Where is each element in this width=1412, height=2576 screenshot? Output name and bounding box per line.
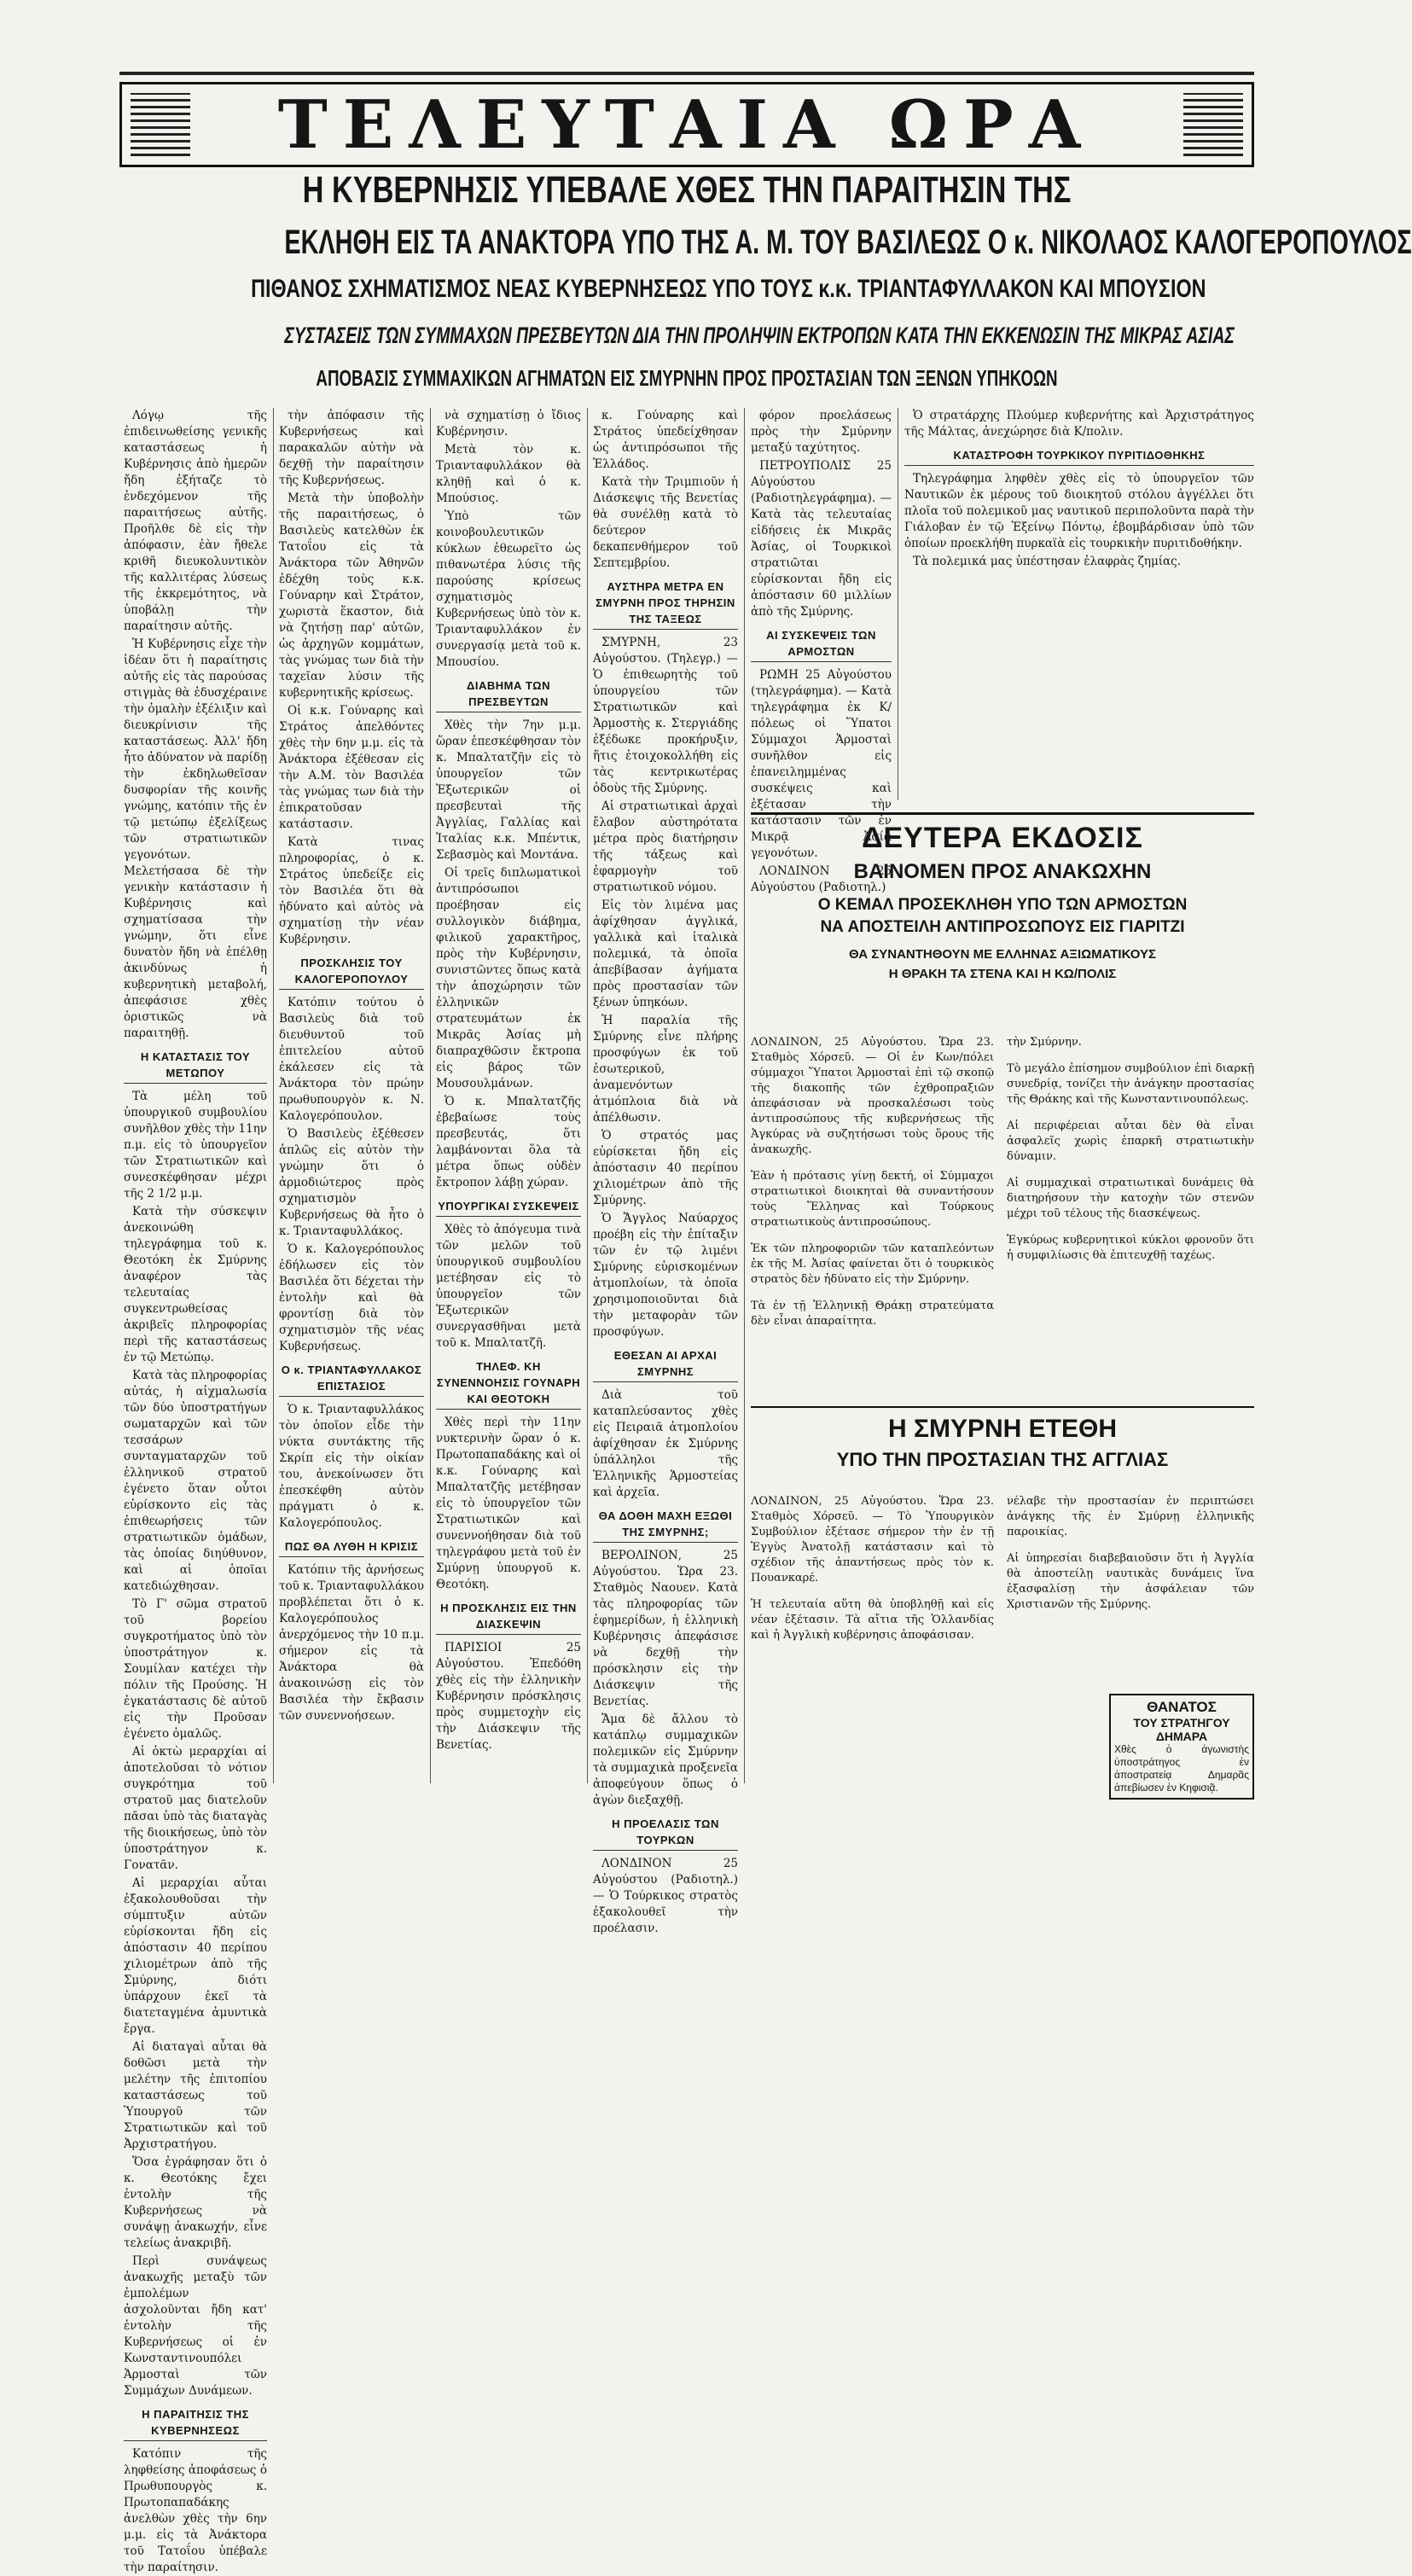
headline-second: ΕΚΛΗΘΗ ΕΙΣ ΤΑ ΑΝΑΚΤΟΡΑ ΥΠΟ ΤΗΣ Α. Μ. ΤΟΥ ΒΑΣΙΛΕΩΣ Ο κ. ΝΙΚΟΛΑΟΣ ΚΑΛΟΓΕΡΟΠΟΥΛΟΣ [284,224,1412,261]
column-2 [279,408,424,1783]
ornament-left [131,93,190,156]
paragraph: Τηλεγράφημα ληφθὲν χθὲς εἰς τὸ ὑπουργεῖον τῶν Ναυτικῶν ἐκ μέρους τοῦ διοικητοῦ στόλου ἀγγέλλει ὅτι πλοῖα τοῦ πολεμικοῦ μας ναυτικοῦ περιπολοῦντα παρὰ τὴν Γιάλοβαν ἐν τῷ Ἐξείνῳ Πόντῳ, ἐβομβάρδισαν ὑπὸ τῶν ὁποίων προεκλήθη πυρκαϊὰ εἰς τουρκικὴν πυριτιδοθήκην. [904,472,1254,550]
smyrna-column-b [1007,1483,1254,1688]
death-notice-text: Χθὲς ὁ ἀγωνιστὴς ὑποστράτηγος ἐν ἀποστρατείᾳ Δημαρᾶς ἀπεβίωσεν ἐν Κηφισιᾷ. [1114,1743,1249,1794]
second-edition-line: Ο ΚΕΜΑΛ ΠΡΟΣΕΚΛΗΘΗ ΥΠΟ ΤΩΝ ΑΡΜΟΣΤΩΝ [817,896,1188,914]
paragraph: Αἱ ὑπηρεσίαι διαβεβαιοῦσιν ὅτι ἡ Ἀγγλία θὰ ἀποστείλῃ ναυτικὰς δυνάμεις ἵνα ἐξασφαλίσῃ τὴν ἀσφάλειαν τῶν Χριστιανῶν τῆς Σμύρνης. [1007,1552,1254,1611]
headline-third: ΠΙΘΑΝΟΣ ΣΧΗΜΑΤΙΣΜΟΣ ΝΕΑΣ ΚΥΒΕΡΝΗΣΕΩΣ ΥΠΟ ΤΟΥΣ κ.κ. ΤΡΙΑΝΤΑΦΥΛΛΑΚΟΝ ΚΑΙ ΜΠΟΥΣΙΟΝ [251,275,1206,303]
paragraph: ΛΟΝΔΙΝΟΝ 25 Αὐγούστου (Ραδιοτηλ.) [751,864,892,894]
subheading: Η ΠΡΟΕΛΑΣΙΣ ΤΩΝ ΤΟΥΡΚΩΝ [593,1816,738,1851]
column-3 [436,408,581,1783]
paragraph: ΠΕΤΡΟΥΠΟΛΙΣ 25 Αὐγούστου (Ραδιοτηλεγράφημα). — Κατὰ τὰς τελευταίας εἰδήσεις ἐκ Μικρᾶς Ἀσίας, οἱ Τουρκικοὶ στρατιῶται εὑρίσκονται ἤδη εἰς ἀπόστασιν 60 μιλλίων ἀπὸ τῆς Σμύρνης. [751,459,892,619]
column-4 [593,408,738,1935]
paragraph: Χθὲς τὴν 7ην μ.μ. ὥραν ἐπεσκέφθησαν τὸν κ. Μπαλτατζῆν εἰς τὸ ὑπουργεῖον τῶν Ἐξωτερικῶν οἱ πρεσβευταὶ τῆς Ἀγγλίας, Γαλλίας καὶ Ἰταλίας κ.κ. Μπέντικ, Σεβασμὸς καὶ Μοντάνα. [436,718,581,862]
paragraph: Αἱ μεραρχίαι αὗται ἐξακολουθοῦσαι τὴν σύμπτυξιν αὐτῶν εὑρίσκονται ἤδη εἰς ἀπόστασιν 40 περίπου χιλιομέτρων ἀπὸ τῆς Σμύρνης, διότι ὑπάρχουν ἐκεῖ τὰ διατεταγμένα ἀμυντικὰ ἔργα. [124,1876,267,2036]
paragraph: Κατὰ τινας πληροφορίας, ὁ κ. Στράτος ὑπεδείξε εἰς τὸν Βασιλέα ὅτι θὰ ἠδύνατο καὶ αὐτὸς νὰ σχηματίσῃ τὴν νέαν Κυβέρνησιν. [279,835,424,946]
paragraph: Ἐγκύρως κυβερνητικοὶ κύκλοι φρονοῦν ὅτι ἡ συμφιλίωσις θὰ ἐπιτευχθῇ ταχέως. [1007,1234,1254,1262]
second-edition-line: ΝΑ ΑΠΟΣΤΕΙΛΗ ΑΝΤΙΠΡΟΣΩΠΟΥΣ ΕΙΣ ΓΙΑΡΙΤΖΙ [820,918,1185,936]
paragraph: Τὰ μέλη τοῦ ὑπουργικοῦ συμβουλίου συνῆλθον χθὲς τὴν 11ην π.μ. εἰς τὸ ὑπουργεῖον τῶν Στρατιωτικῶν καὶ συνεσκέφθησαν μέχρι τῆς 2 1/2 μ.μ. [124,1090,267,1201]
paragraph: Χθὲς τὸ ἀπόγευμα τινὰ τῶν μελῶν τοῦ ὑπουργικοῦ συμβουλίου μετέβησαν εἰς τὸ ὑπουργεῖον τῶν Ἐξωτερικῶν συνεργασθῆναι μετὰ τοῦ κ. Μπαλτατζῆ. [436,1223,581,1350]
subheading: ΕΘΕΣΑΝ ΑΙ ΑΡΧΑΙ ΣΜΥΡΝΗΣ [593,1347,738,1382]
smyrna-protection-box [751,1406,1254,1471]
second-edition-title: ΔΕΥΤΕΡΑ ΕΚΔΟΣΙΣ [862,822,1143,854]
paragraph: Κατόπιν τῆς ληφθείσης ἀποφάσεως ὁ Πρωθυπουργὸς κ. Πρωτοπαπαδάκης ἀνελθὼν χθὲς τὴν 6ην μ.μ. εἰς τὰ Ἀνάκτορα τοῦ Τατοΐου ὑπέβαλε τὴν παραίτησιν. [124,2447,267,2574]
death-notice-box [1109,1694,1254,1800]
paragraph: Αἱ στρατιωτικαὶ ἀρχαὶ ἔλαβον αὐστηρότατα μέτρα πρὸς διατήρησιν τῆς τάξεως καὶ ἐφαρμογὴν τοῦ στρατιωτικοῦ νόμου. [593,800,738,894]
paragraph: Αἱ διαταγαὶ αὗται θὰ δοθῶσι μετὰ τὴν μελέτην τῆς ἐπιτοπίου καταστάσεως τοῦ Ὑπουργοῦ τῶν Στρατιωτικῶν καὶ τοῦ Ἀρχιστρατήγου. [124,2040,267,2151]
paragraph: Μετὰ τὸν κ. Τριανταφυλλάκον θὰ κληθῇ καὶ ὁ κ. Μπούσιος. [436,443,581,505]
column-5 [751,408,892,894]
subheading: ΑΙ ΣΥΣΚΕΨΕΙΣ ΤΩΝ ΑΡΜΟΣΤΩΝ [751,627,892,662]
subheading: ΠΡΟΣΚΛΗΣΙΣ ΤΟΥ ΚΑΛΟΓΕΡΟΠΟΥΛΟΥ [279,955,424,990]
paragraph: Διὰ τοῦ καταπλεύσαντος χθὲς εἰς Πειραιᾶ ἀτμοπλοίου ἀφίχθησαν ἐκ Σμύρνης ὑπάλληλοι τῆς Ἑλληνικῆς Ἁρμοστείας καὶ ἀρχεῖα. [593,1388,738,1499]
headline-fourth: ΣΥΣΤΑΣΕΙΣ ΤΩΝ ΣΥΜΜΑΧΩΝ ΠΡΕΣΒΕΥΤΩΝ ΔΙΑ ΤΗΝ ΠΡΟΛΗΨΙΝ ΕΚΤΡΟΠΩΝ ΚΑΤΑ ΤΗΝ ΕΚΚΕΝΩΣΙΝ ΤΗΣ ΜΙΚΡΑΣ ΑΣΙΑΣ [284,323,1235,348]
subheading: Η ΚΑΤΑΣΤΑΣΙΣ ΤΟΥ ΜΕΤΩΠΟΥ [124,1049,267,1084]
paragraph: Εἰς τὸν λιμένα μας ἀφίχθησαν ἀγγλικά, γαλλικὰ καὶ ἰταλικὰ πολεμικά, τὰ ὁποῖα ἀπεβίβασαν ἀγήματα πρὸς προστασίαν τῶν ξένων ὑπηκόων. [593,898,738,1009]
paragraph: Ἐὰν ἡ πρότασις γίνῃ δεκτή, οἱ Σύμμαχοι στρατιωτικοὶ διοικηταὶ θὰ συναντήσουν τοὺς Ἕλληνας καὶ Τούρκους στρατιωτικοὺς ἀντιπροσώπους. [751,1170,994,1229]
smyrna-subtitle: ΥΠΟ ΤΗΝ ΠΡΟΣΤΑΣΙΑΝ ΤΗΣ ΑΓΓΛΙΑΣ [836,1449,1169,1470]
paragraph: Μετὰ τὴν ὑποβολὴν τῆς παραιτήσεως, ὁ Βασιλεὺς κατελθὼν ἐκ Τατοΐου εἰς τὰ Ἀνάκτορα τῶν Ἀθηνῶν ἐδέχθη τοὺς κ.κ. Γούναρην καὶ Στράτον, χωριστὰ ἕκαστον, διὰ νὰ ζητήσῃ παρ' αὐτῶν, ὡς ἀρχηγῶν κομμάτων, τὰς γνώμας των διὰ τὴν ταχεῖαν λύσιν τῆς κυβερνητικῆς κρίσεως. [279,491,424,700]
paragraph: Οἱ τρεῖς διπλωματικοὶ ἀντιπρόσωποι προέβησαν εἰς συλλογικὸν διάβημα, φιλικοῦ χαρακτῆρος, πρὸς τὴν Κυβέρνησιν, συνιστῶντες ὅπως κατὰ τὴν ἀποχώρησιν τῶν ἑλληνικῶν στρατευμάτων ἐκ Μικρᾶς Ἀσίας μὴ διαπραχθῶσιν ἔκτροπα εἰς βάρος τῶν Μουσουλμάνων. [436,866,581,1090]
subheading: Η ΠΡΟΣΚΛΗΣΙΣ ΕΙΣ ΤΗΝ ΔΙΑΣΚΕΨΙΝ [436,1600,581,1635]
column-6 [904,408,1254,800]
second-edition-column-b [1007,1024,1254,1399]
paragraph: ΠΑΡΙΣΙΟΙ 25 Αὐγούστου. Ἐπεδόθη χθὲς εἰς τὴν ἑλληνικὴν Κυβέρνησιν πρόσκλησις πρὸς συμμετοχὴν εἰς τὴν Διάσκεψιν τῆς Βενετίας. [436,1641,581,1752]
paragraph: Ὁ κ. Τριανταφυλλάκος τὸν ὁποῖον εἶδε τὴν νύκτα συντάκτης τῆς Σκρίπ εἰς τὴν οἰκίαν του, ἀνεκοίνωσεν ὅτι ἐπεσκέφθη αὐτὸν πράγματι ὁ κ. Καλογερόπουλος. [279,1403,424,1530]
paragraph: νέλαβε τὴν προστασίαν ἐν περιπτώσει ἀνάγκης τῆς ἐν Σμύρνῃ ἑλληνικῆς παροικίας. [1007,1495,1254,1538]
column-rule [430,408,431,1783]
paragraph: κ. Γούναρης καὶ Στράτος ὑπεδείχθησαν ὡς ἀντιπρόσωποι τῆς Ἑλλάδος. [593,409,738,471]
paragraph: Ὁ στρατός μας εὑρίσκεται ἤδη εἰς ἀπόστασιν 40 περίπου χιλιομέτρων ἀπὸ τῆς Σμύρνης. [593,1129,738,1207]
subheading: ΘΑ ΔΟΘΗ ΜΑΧΗ ΕΞΩΘΙ ΤΗΣ ΣΜΥΡΝΗΣ; [593,1508,738,1543]
subheading: ΔΙΑΒΗΜΑ ΤΩΝ ΠΡΕΣΒΕΥΤΩΝ [436,677,581,712]
second-edition-box [751,812,1254,981]
paragraph: Τὰ πολεμικά μας ὑπέστησαν ἐλαφρὰς ζημίας. [913,555,1182,568]
ornament-right [1183,93,1243,156]
paragraph: Ἡ Κυβέρνησις εἶχε τὴν ἰδέαν ὅτι ἡ παραίτησις αὐτῆς εἰς τὰς παρούσας στιγμὰς θὰ ἐδυσχέραινε τὴν ὁμαλὴν ἐξέλιξιν καὶ διευκρίνισιν τῆς καταστάσεως. Ἀλλ' ἤδη ἦτο ἀδύνατον νὰ παρίδῃ τὴν ἐκδηλωθεῖσαν δυσφορίαν τῆς κοινῆς γνώμης, κατόπιν τῆς ἐν τῷ μετώπῳ ἐξελίξεως τῶν στρατιωτικῶν γεγονότων. Μελετήσασα δὲ τὴν γενικὴν κατάστασιν ἡ Κυβέρνησις καὶ σχηματίσασα τὴν γνώμην, ὅτι εἶνε δυνατὸν ἤδη νὰ ἐπέλθῃ ἀκινδύνως ἡ κυβερνητικὴ μεταβολή, ἀπεφάσισε χθὲς ὁριστικῶς νὰ παραιτηθῇ. [124,637,267,1040]
subheading: Ο κ. ΤΡΙΑΝΤΑΦΥΛΛΑΚΟΣ ΕΠΙΣΤΑΣΙΟΣ [279,1362,424,1397]
masthead-banner [119,82,1254,167]
masthead-title: ΤΕΛΕΥΤΑΙΑ ΩΡΑ [277,85,1096,164]
paragraph: Τὸ μεγάλο ἐπίσημον συμβούλιον ἐπὶ διαρκῇ συνεδρίᾳ, τονίζει τὴν ἀνάγκην προστασίας τῆς Θράκης καὶ τῆς Κωνσταντινουπόλεως. [1007,1062,1254,1106]
column-rule [273,408,274,1783]
paragraph: ΛΟΝΔΙΝΟΝ 25 Αὐγούστου (Ραδιοτηλ.) — Ὁ Τούρκικος στρατὸς ἐξακολουθεῖ τὴν προέλασιν. [593,1857,738,1935]
paragraph: Αἱ ὀκτὼ μεραρχίαι αἱ ἀποτελοῦσαι τὸ νότιον συγκρότημα τοῦ στρατοῦ μας διατελοῦν πᾶσαι ὑπὸ τὰς διαταγὰς τῆς διοικήσεως, ὑπὸ τὸν ὑποστράτηγον κ. Γονατᾶν. [124,1745,267,1872]
headline-main: Η ΚΥΒΕΡΝΗΣΙΣ ΥΠΕΒΑΛΕ ΧΘΕΣ ΤΗΝ ΠΑΡΑΙΤΗΣΙΝ ΤΗΣ [302,169,1072,211]
paragraph: Κατόπιν τούτου ὁ Βασιλεὺς διὰ τοῦ διευθυντοῦ τοῦ ἐπιτελείου αὐτοῦ ἐκάλεσεν εἰς τὰ Ἀνάκτορα τὸν πρώην πρωθυπουργὸν κ. Ν. Καλογερόπουλον. [279,996,424,1123]
second-edition-line: ΘΑ ΣΥΝΑΝΤΗΘΟΥΝ ΜΕ ΕΛΛΗΝΑΣ ΑΞΙΩΜΑΤΙΚΟΥΣ [849,947,1156,962]
paragraph: ΣΜΥΡΝΗ, 23 Αὐγούστου. (Τηλεγρ.) — Ὁ ἐπιθεωρητὴς τοῦ ὑπουργείου τῶν Στρατιωτικῶν καὶ Ἁρμοστὴς κ. Στεργιάδης ἐξέδωκε προκήρυξιν, ἥτις ἐτοιχοκολλήθη εἰς τὰς κεντρικωτέρας ὁδοὺς τῆς Σμύρνης. [593,636,738,795]
second-edition-column-a [751,1024,994,1399]
paragraph: Χθὲς περὶ τὴν 11ην νυκτερινὴν ὥραν ὁ κ. Πρωτοπαπαδάκης καὶ οἱ κ.κ. Γούναρης καὶ Μπαλτατζῆς μετέβησαν εἰς τὸ ὑπουργεῖον τῶν Στρατιωτικῶν καὶ συνεννοήθησαν διὰ τοῦ τηλεγράφου μετὰ τοῦ ἐν Σμύρνῃ ὑπουργοῦ κ. Θεοτόκη. [436,1416,581,1591]
subheading: ΤΗΛΕΦ. ΚΗ ΣΥΝΕΝΝΟΗΣΙΣ ΓΟΥΝΑΡΗ ΚΑΙ ΘΕΟΤΟΚΗ [436,1358,581,1410]
paragraph: Ὁ Ἄγγλος Ναύαρχος προέβη εἰς τὴν ἐπίταξιν τῶν ἐν τῷ λιμένι Σμύρνης εὑρισκομένων ἀτμοπλοίων, τὰ ὁποῖα χρησιμοποιοῦνται διὰ τὴν μεταφορὰν τῶν προσφύγων. [593,1212,738,1339]
paragraph: Ἐκ τῶν πληροφοριῶν τῶν καταπλεόντων ἐκ τῆς Μ. Ἀσίας φαίνεται ὅτι ὁ τουρκικὸς στρατὸς δὲν ἠδύνατο εἰς τὴν Σμύρνην. [751,1242,994,1286]
column-rule [587,408,588,1783]
top-rule [119,72,1254,75]
subheading: ΠΩΣ ΘΑ ΛΥΘΗ Η ΚΡΙΣΙΣ [279,1538,424,1557]
smyrna-title: Η ΣΜΥΡΝΗ ΕΤΕΘΗ [887,1415,1118,1443]
subheading: Η ΠΑΡΑΙΤΗΣΙΣ ΤΗΣ ΚΥΒΕΡΝΗΣΕΩΣ [124,2406,267,2441]
death-notice-title: ΘΑΝΑΤΟΣ [1147,1699,1217,1715]
column-1 [124,408,267,2574]
paragraph: Ὁ Βασιλεὺς ἐξέθεσεν ἁπλῶς εἰς αὐτὸν τὴν γνώμην ὅτι ὁ ἀρμοδιώτερος πρὸς σχηματισμὸν Κυβερνήσεως θὰ ἦτο ὁ κ. Τριανταφυλλάκος. [279,1127,424,1238]
paragraph: ΛΟΝΔΙΝΟΝ, 25 Αὐγούστου. Ὥρα 23. Σταθμὸς Χόρσεῦ. — Τὸ Ὑπουργικὸν Συμβούλιον ἐξέτασε σήμερον τὴν ἐν τῇ Ἐγγὺς Ἀνατολῇ κατάστασιν καὶ τὸ σχέδιον τῆς ἀπαντήσεως πρὸς τὸν κ. Πουανκαρέ. [751,1495,994,1585]
paragraph: Οἱ κ.κ. Γούναρης καὶ Στράτος ἀπελθόντες χθὲς τὴν 6ην μ.μ. εἰς τὰ Ἀνάκτορα ἐξέθεσαν εἰς τὴν Α.Μ. τὸν Βασιλέα τὰς γνώμας των διὰ τὴν ἐπικρατοῦσαν κατάστασιν. [279,704,424,831]
paragraph: ΛΟΝΔΙΝΟΝ, 25 Αὐγούστου. Ὥρα 23. Σταθμὸς Χόρσεῦ. — Οἱ ἐν Κων/πόλει σύμμαχοι Ὕπατοι Ἁρμοσταὶ ἐπὶ τῷ σκοπῷ τῆς διακοπῆς τῶν ἐχθροπραξιῶν ἀπεφάσισαν νὰ προσκαλέσωσι τοὺς ἀντιπροσώπους τῆς κυβερνήσεως τῆς Ἀγκύρας νὰ συζητήσωσι τοὺς ὅρους τῆς ἀνακωχῆς. [751,1036,994,1156]
paragraph: Ἅμα δὲ ἄλλου τὸ κατάπλῳ συμμαχικῶν πολεμικῶν εἰς Σμύρνην τὰ συμμαχικὰ προξενεῖα ἀποφεύγουν ὅπως ὁ ἀγὼν διεξαχθῇ. [593,1712,738,1807]
headline-fifth: ΑΠΟΒΑΣΙΣ ΣΥΜΜΑΧΙΚΩΝ ΑΓΗΜΑΤΩΝ ΕΙΣ ΣΜΥΡΝΗΝ ΠΡΟΣ ΠΡΟΣΤΑΣΙΑΝ ΤΩΝ ΞΕΝΩΝ ΥΠΗΚΟΩΝ [316,365,1058,391]
paragraph: ΒΕΡΟΛΙΝΟΝ, 25 Αὐγούστου. Ὥρα 23. Σταθμὸς Ναουεν. Κατὰ τὰς πληροφορίας τῶν ἐφημερίδων, ἡ ἑλληνικὴ Κυβέρνησις ἀπεφάσισε νὰ δεχθῇ τὴν πρόσκλησιν εἰς τὴν Διάσκεψιν τῆς Βενετίας. [593,1549,738,1708]
column-rule [744,408,745,1783]
paragraph: τὴν ἀπόφασιν τῆς Κυβερνήσεως καὶ παρακαλῶν αὐτὴν νὰ δεχθῇ τὴν παραίτησιν τῆς Κυβερνήσεως. [279,409,424,487]
paragraph: Κατὰ τὴν Τριμπιοῦν ἡ Διάσκεψις τῆς Βενετίας θὰ συνέλθῃ κατὰ τὸ δεύτερον δεκαπενθήμερον τοῦ Σεπτεμβρίου. [593,475,738,570]
paragraph: Ἡ τελευταία αὕτη θὰ ὑποβληθῇ καὶ εἰς νέαν ἐξέτασιν. Τὰ αἴτια τῆς Ὁλλανδίας καὶ ἡ Ἀγγλικὴ κυβέρνησις ἀποφάσισαν. [751,1598,994,1642]
paragraph: Αἱ συμμαχικαὶ στρατιωτικαὶ δυνάμεις θὰ διατηρήσουν τὴν κατοχὴν τῶν στενῶν μέχρι τοῦ τέλους τῆς διασκέψεως. [1007,1177,1254,1220]
paragraph: Ὑπὸ τῶν κοινοβουλευτικῶν κύκλων ἐθεωρεῖτο ὡς πιθανωτέρα λύσις τῆς παρούσης κρίσεως σχηματισμὸς Κυβερνήσεως ὑπὸ τὸν κ. Τριανταφυλλάκον ἐν συνεργασίᾳ μετὰ τοῦ κ. Μπουσίου. [436,509,581,669]
paragraph: Τὰ ἐν τῇ Ἑλληνικῇ Θράκῃ στρατεύματα δὲν εἶναι ἀπαραίτητα. [751,1300,994,1328]
paragraph: νὰ σχηματίσῃ ὁ ἴδιος Κυβέρνησιν. [436,409,581,439]
smyrna-column-a [751,1483,994,1688]
paragraph: Ὁ στρατάρχης Πλούμερ κυβερνήτης καὶ Ἀρχιστράτηγος τῆς Μάλτας, ἀνεχώρησε διὰ Κ/πολιν. [904,409,1254,439]
paragraph: Ὅσα ἐγράφησαν ὅτι ὁ κ. Θεοτόκης ἔχει ἐντολὴν τῆς Κυβερνήσεως νὰ συνάψῃ ἀνακωχήν, εἶνε τελείως ἀνακριβῆ. [124,2155,267,2250]
paragraph: Τὸ Γ' σῶμα στρατοῦ τοῦ βορείου συγκροτήματος ὑπὸ τὸν ὑποστράτηγον κ. Σουμίλαν κατέχει τὴν πόλιν τῆς Προύσης. Ἡ ἐγκατάστασις δὲ αὐτοῦ εἰς τὴν Προῦσαν ἐγένετο ὁμαλῶς. [124,1597,267,1741]
death-notice-subtitle: ΤΟΥ ΣΤΡΑΤΗΓΟΥ ΔΗΜΑΡΑ [1133,1716,1230,1743]
paragraph: Κατόπιν τῆς ἀρνήσεως τοῦ κ. Τριανταφυλλάκου προβλέπεται ὅτι ὁ κ. Καλογερόπουλος ἀνερχόμενος τὴν 10 π.μ. σήμερον εἰς τὰ Ἀνάκτορα θὰ ἀνακοινώσῃ εἰς τὸν Βασιλέα τὴν ἔκβασιν τῶν συνεννοήσεων. [279,1563,424,1723]
paragraph: Κατὰ τὰς πληροφορίας αὐτάς, ἡ αἰχμαλωσία τῶν δύο ὑποστρατήγων σωματαρχῶν καὶ τῶν τεσσάρων συνταγματαρχῶν τοῦ ἑλληνικοῦ στρατοῦ ἐγένετο ὅταν οὗτοι εὑρίσκοντο εἰς τὰς ἐπιθεωρήσεις τῶν στρατιωτικῶν ὁμάδων, τὰς ὁποίας διηύθυνον, καὶ αἱ ὁποῖαι κατεδιώχθησαν. [124,1369,267,1593]
paragraph: ΡΩΜΗ 25 Αὐγούστου (τηλεγράφημα). — Κατὰ τηλεγράφημα ἐκ Κ/πόλεως οἱ Ὕπατοι Σύμμαχοι Ἁρμοσταὶ συνῆλθον εἰς ἐπανειλημμένας συσκέψεις καὶ ἐξέτασαν τὴν κατάστασιν τῶν ἐν Μικρᾷ Ἀσίᾳ γεγονότων. [751,668,892,860]
paragraph: φόρον προελάσεως πρὸς τὴν Σμύρνην μεταξύ ταχύτητος. [751,409,892,455]
subheading: ΑΥΣΤΗΡΑ ΜΕΤΡΑ ΕΝ ΣΜΥΡΝΗ ΠΡΟΣ ΤΗΡΗΣΙΝ ΤΗΣ ΤΑΞΕΩΣ [593,579,738,630]
paragraph: Ὁ κ. Καλογερόπουλος ἐδήλωσεν εἰς τὸν Βασιλέα ὅτι δέχεται τὴν ἐντολὴν καὶ θὰ φροντίσῃ διὰ τὸν σχηματισμὸν τῆς νέας Κυβερνήσεως. [279,1242,424,1353]
paragraph: Ἡ παραλία τῆς Σμύρνης εἶνε πλήρης προσφύγων ἐκ τοῦ ἐσωτερικοῦ, ἀναμενόντων ἀτμόπλοια διὰ νὰ ἀπέλθωσιν. [593,1014,738,1125]
paragraph: Αἱ περιφέρειαι αὗται δὲν θὰ εἶναι ἀσφαλεῖς χωρὶς ἐπαρκῆ στρατιωτικὴν δύναμιν. [1007,1119,1254,1163]
paragraph: Περὶ συνάψεως ἀνακωχῆς μεταξὺ τῶν ἐμπολέμων ἀσχολοῦνται ἤδη κατ' ἐντολὴν τῆς Κυβερνήσεως οἱ ἐν Κωνσταντινουπόλει Ἁρμοσταὶ τῶν Συμμάχων Δυνάμεων. [124,2254,267,2398]
paragraph: Κατὰ τὴν σύσκεψιν ἀνεκοινώθη τηλεγράφημα τοῦ κ. Θεοτόκη ἐκ Σμύρνης ἀναφέρον τὰς τελευταίας συγκεντρωθείσας ἀκριβεῖς πληροφορίας περὶ τῆς καταστάσεως ἐν τῷ Μετώπῳ. [124,1205,267,1364]
second-edition-line: Η ΘΡΑΚΗ ΤΑ ΣΤΕΝΑ ΚΑΙ Η ΚΩ/ΠΟΛΙΣ [888,967,1117,981]
subheading: ΚΑΤΑΣΤΡΟΦΗ ΤΟΥΡΚΙΚΟΥ ΠΥΡΙΤΙΔΟΘΗΚΗΣ [904,447,1254,466]
paragraph: Λόγῳ τῆς ἐπιδεινωθείσης γενικῆς καταστάσεως ἡ Κυβέρνησις ἀπὸ ἡμερῶν ἤδη ἐξήταζε τὸ ἐνδεχόμενον τῆς παραιτήσεως αὐτῆς. Προῆλθε δὲ εἰς τὴν ἀπόφασιν, ἐὰν ἤθελε κριθῆ διευκολυντικὸν τῆς καλλιτέρας λύσεως τῆς ἐκκρεμότητος, νὰ ὑποβάλῃ τὴν παραίτησιν αὐτῆς. [124,409,267,633]
paragraph: τὴν Σμύρνην. [1007,1036,1082,1049]
paragraph: Ὁ κ. Μπαλτατζῆς ἐβεβαίωσε τοὺς πρεσβευτάς, ὅτι λαμβάνονται ὅλα τὰ μέτρα ὅπως οὐδὲν ἔκτροπον λάβῃ χώραν. [436,1095,581,1189]
subheading: ΥΠΟΥΡΓΙΚΑΙ ΣΥΣΚΕΨΕΙΣ [436,1198,581,1217]
second-edition-subtitle: ΒΑΙΝΟΜΕΝ ΠΡΟΣ ΑΝΑΚΩΧΗΝ [853,860,1152,883]
